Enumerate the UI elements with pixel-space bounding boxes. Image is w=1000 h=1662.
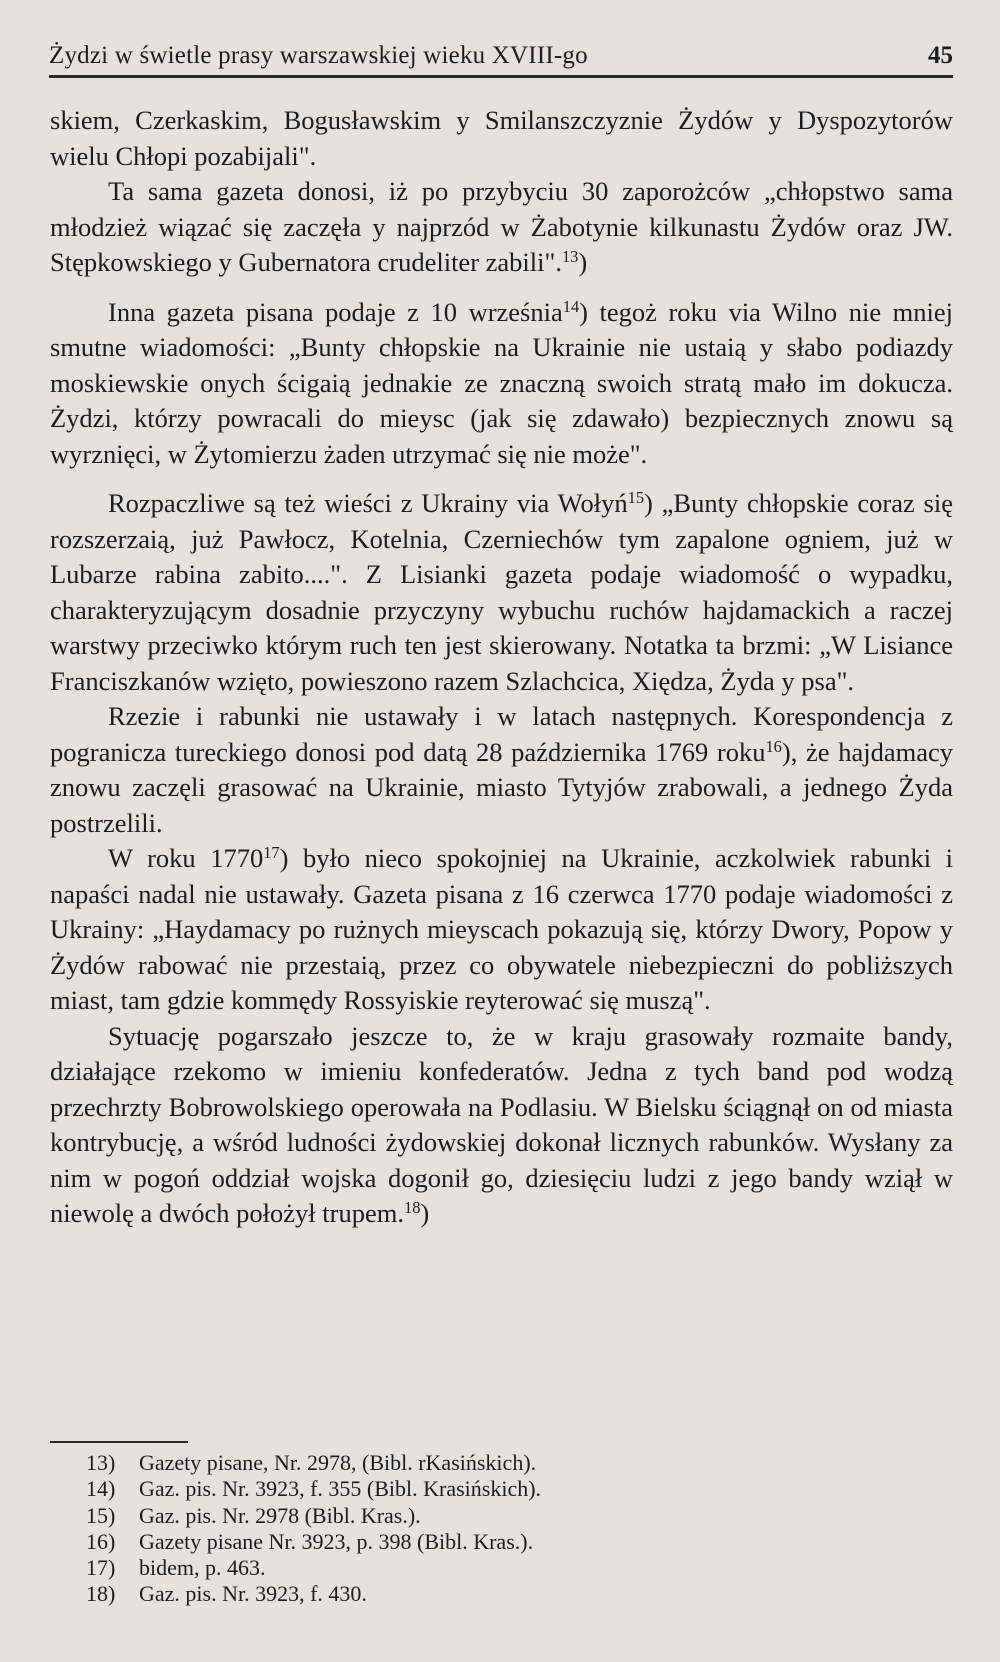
footnote-mark: 17) — [86, 1555, 116, 1581]
footnote — [86, 1476, 886, 1502]
footnote-text: Gazety pisane Nr. 3923, p. 398 (Bibl. Kras.). — [139, 1528, 534, 1554]
footnote-mark: 18) — [86, 1581, 116, 1607]
footnote-rule — [50, 1441, 188, 1443]
paragraph: Ta sama gazeta donosi, iż po przybyciu 30 zaporożców „chłopstwo sama młodzież wiązać się zaczęła y najprzód w Żabotynie kilkunastu Żydów oraz JW. Stępkowskiego y Gubernatora crudeliter zabili".$^{13}$) — [50, 176, 953, 277]
paragraph: W roku 1770$^{17}$) było nieco spokojniej na Ukrainie, aczkolwiek rabunki i napaści nadal nie ustawały. Gazeta pisana z 16 czerwca 1770 podaje wiadomości z Ukrainy: „Haydamacy po rużnych mieyscach pokazują się, którzy Dwory, Popow y Żydów rabować nie przestaią, przez co obywatele niebezpieczni do pobliższych miast, tam gdzie kommędy Rossyiskie reyterować się muszą". — [50, 842, 954, 1015]
paragraph: Sytuację pogarszało jeszcze to, że w kraju grasowały rozmaite bandy, działające rzekomo w imieniu konfederatów. Jedna z tych band pod wodzą przechrzty Bobrowolskiego operowała na Podlasiu. W Bielsku ściągnął on od miasta kontrybucję, a wśród ludności żydowskiej dokonał licznych rabunków. Wysłany za nim w pogoń oddział wojska dogonił go, dziesięciu ludzi z jego bandy wziął w niewolę a dwóch położył trupem.$^{18}$) — [50, 1020, 953, 1228]
footnote-mark: 14) — [86, 1476, 116, 1502]
footnote-ref: 17 — [263, 842, 280, 862]
footnote-ref: 15 — [627, 487, 645, 507]
footnote-ref: 14 — [562, 296, 580, 316]
paragraph: Inna gazeta pisana podaje z 10 września$^{14}$) tegoż roku via Wilno nie mniej smutne wiadomości: „Bunty chłopskie na Ukrainie nie ustaią y słabo podiazdy moskiewskie onych ścigaią jednakie ze znaczną swoich stratą mało im dokucza. Żydzi, którzy powracali do mieysc (jak się zdawało) bezpiecznych znowu są wyrznięci, w Żytomierzu żaden utrzymać się nie może". — [50, 296, 953, 469]
footnote — [86, 1555, 886, 1581]
header-rule — [49, 75, 953, 78]
footnote — [86, 1581, 886, 1607]
running-title: Żydzi w świetle prasy warszawskiej wieku XVIII-go — [49, 42, 588, 69]
footnote-ref: 16 — [765, 736, 782, 756]
footnote-mark: 15) — [86, 1502, 116, 1528]
footnote-ref: 18 — [403, 1197, 421, 1217]
page-number: 45 — [928, 42, 953, 69]
body-text — [50, 103, 953, 1232]
paragraph: Rzezie i rabunki nie ustawały i w latach następnych. Korespondencja z pogranicza tureckiego donosi pod datą 28 października 1769 roku$^{16}$), że hajdamacy znowu zaczęli grasować na Ukrainie, miasto Tytyjów zrabowali, a jednego Żyda postrzelili. — [50, 701, 953, 838]
footnote-ref: 13 — [561, 246, 579, 266]
footnote-text: Gaz. pis. Nr. 2978 (Bibl. Kras.). — [139, 1502, 421, 1528]
footnote-text: Gaz. pis. Nr. 3923, f. 355 (Bibl. Krasińskich). — [139, 1476, 542, 1502]
footnote-mark: 16) — [86, 1528, 116, 1554]
paragraph: Rozpaczliwe są też wieści z Ukrainy via Wołyń$^{15}$) „Bunty chłopskie coraz się rozszerzaią, już Pawłocz, Kotelnia, Czerniechów tym zapalone ogniem, już w Lubarze rabina zabito....". Z Lisianki gazeta podaje wiadomość o wypadku, charakteryzującym dosadnie przyczyny wybuchu ruchów hajdamackich a raczej warstwy przeciwko którym ruch ten jest skierowany. Notatka ta brzmi: „W Lisiance Franciszkanów wzięto, powieszono razem Szlachcica, Xiędza, Żyda y psa". — [50, 487, 953, 696]
paragraph: skiem, Czerkaskim, Bogusławskim y Smilanszczyznie Żydów y Dyspozytorów wielu Chłopi pozabijali". — [50, 105, 953, 171]
footnote — [86, 1450, 886, 1476]
footnote — [86, 1529, 886, 1555]
footnote — [86, 1503, 886, 1529]
footnote-text: Gazety pisane, Nr. 2978, (Bibl. rKasińskich). — [139, 1450, 537, 1475]
page-header — [49, 38, 953, 78]
footnote-text: bidem, p. 463. — [139, 1555, 266, 1581]
footnote-mark: 13) — [86, 1450, 116, 1475]
footnotes — [86, 1450, 886, 1608]
footnote-text: Gaz. pis. Nr. 3923, f. 430. — [139, 1581, 367, 1607]
